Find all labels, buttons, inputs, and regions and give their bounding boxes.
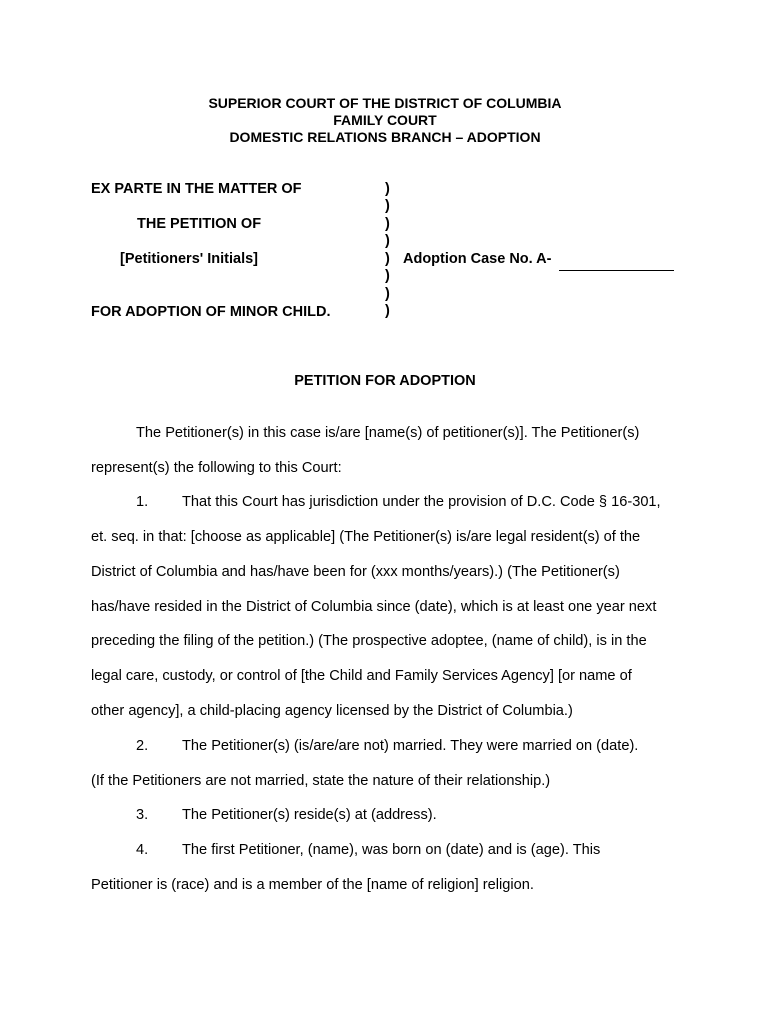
item-text: The first Petitioner, (name), was born on (date) and is (age). This bbox=[182, 842, 601, 858]
intro-line: The Petitioner(s) in this case is/are [name(s) of petitioner(s)]. The Petitioner(s) bbox=[136, 425, 640, 441]
caption-petitioners-initials: [Petitioners' Initials] bbox=[120, 251, 258, 267]
item-text: Petitioner is (race) and is a member of the [name of religion] religion. bbox=[91, 877, 534, 893]
item-text: That this Court has jurisdiction under the provision of D.C. Code § 16-301, bbox=[182, 494, 661, 510]
caption-paren: ) bbox=[385, 303, 390, 319]
caption-paren: ) bbox=[385, 233, 390, 249]
item-text: The Petitioner(s) reside(s) at (address). bbox=[182, 807, 437, 823]
item-text: preceding the filing of the petition.) (The prospective adoptee, (name of child), is in the bbox=[91, 633, 647, 649]
caption-paren: ) bbox=[385, 181, 390, 197]
item-number: 4. bbox=[136, 842, 149, 858]
item-text: (If the Petitioners are not married, state the nature of their relationship.) bbox=[91, 773, 551, 789]
court-branch: DOMESTIC RELATIONS BRANCH – ADOPTION bbox=[229, 129, 541, 145]
item-text: District of Columbia and has/have been for (xxx months/years).) (The Petitioner(s) bbox=[91, 564, 620, 580]
case-number-blank[interactable] bbox=[559, 270, 674, 271]
case-number-label: Adoption Case No. A- bbox=[403, 251, 552, 267]
caption-petition-of: THE PETITION OF bbox=[137, 216, 262, 232]
item-number: 1. bbox=[136, 494, 149, 510]
document-title: PETITION FOR ADOPTION bbox=[294, 373, 476, 389]
caption-for-adoption: FOR ADOPTION OF MINOR CHILD. bbox=[91, 304, 331, 320]
caption-paren: ) bbox=[385, 286, 390, 302]
court-division: FAMILY COURT bbox=[333, 112, 437, 128]
item-text: other agency], a child-placing agency licensed by the District of Columbia.) bbox=[91, 703, 573, 719]
item-text: has/have resided in the District of Columbia since (date), which is at least one year next bbox=[91, 599, 657, 615]
item-text: et. seq. in that: [choose as applicable] (The Petitioner(s) is/are legal resident(s) of the bbox=[91, 529, 641, 545]
intro-line: represent(s) the following to this Court: bbox=[91, 460, 342, 476]
caption-paren: ) bbox=[385, 268, 390, 284]
caption-ex-parte: EX PARTE IN THE MATTER OF bbox=[91, 181, 302, 197]
court-name: SUPERIOR COURT OF THE DISTRICT OF COLUMBIA bbox=[208, 95, 562, 111]
caption-paren: ) bbox=[385, 216, 390, 232]
item-number: 2. bbox=[136, 738, 149, 754]
item-text: The Petitioner(s) (is/are/are not) married. They were married on (date). bbox=[182, 738, 639, 754]
item-text: legal care, custody, or control of [the Child and Family Services Agency] [or name of bbox=[91, 668, 632, 684]
caption-paren: ) bbox=[385, 198, 390, 214]
caption-paren: ) bbox=[385, 251, 390, 267]
item-number: 3. bbox=[136, 807, 149, 823]
